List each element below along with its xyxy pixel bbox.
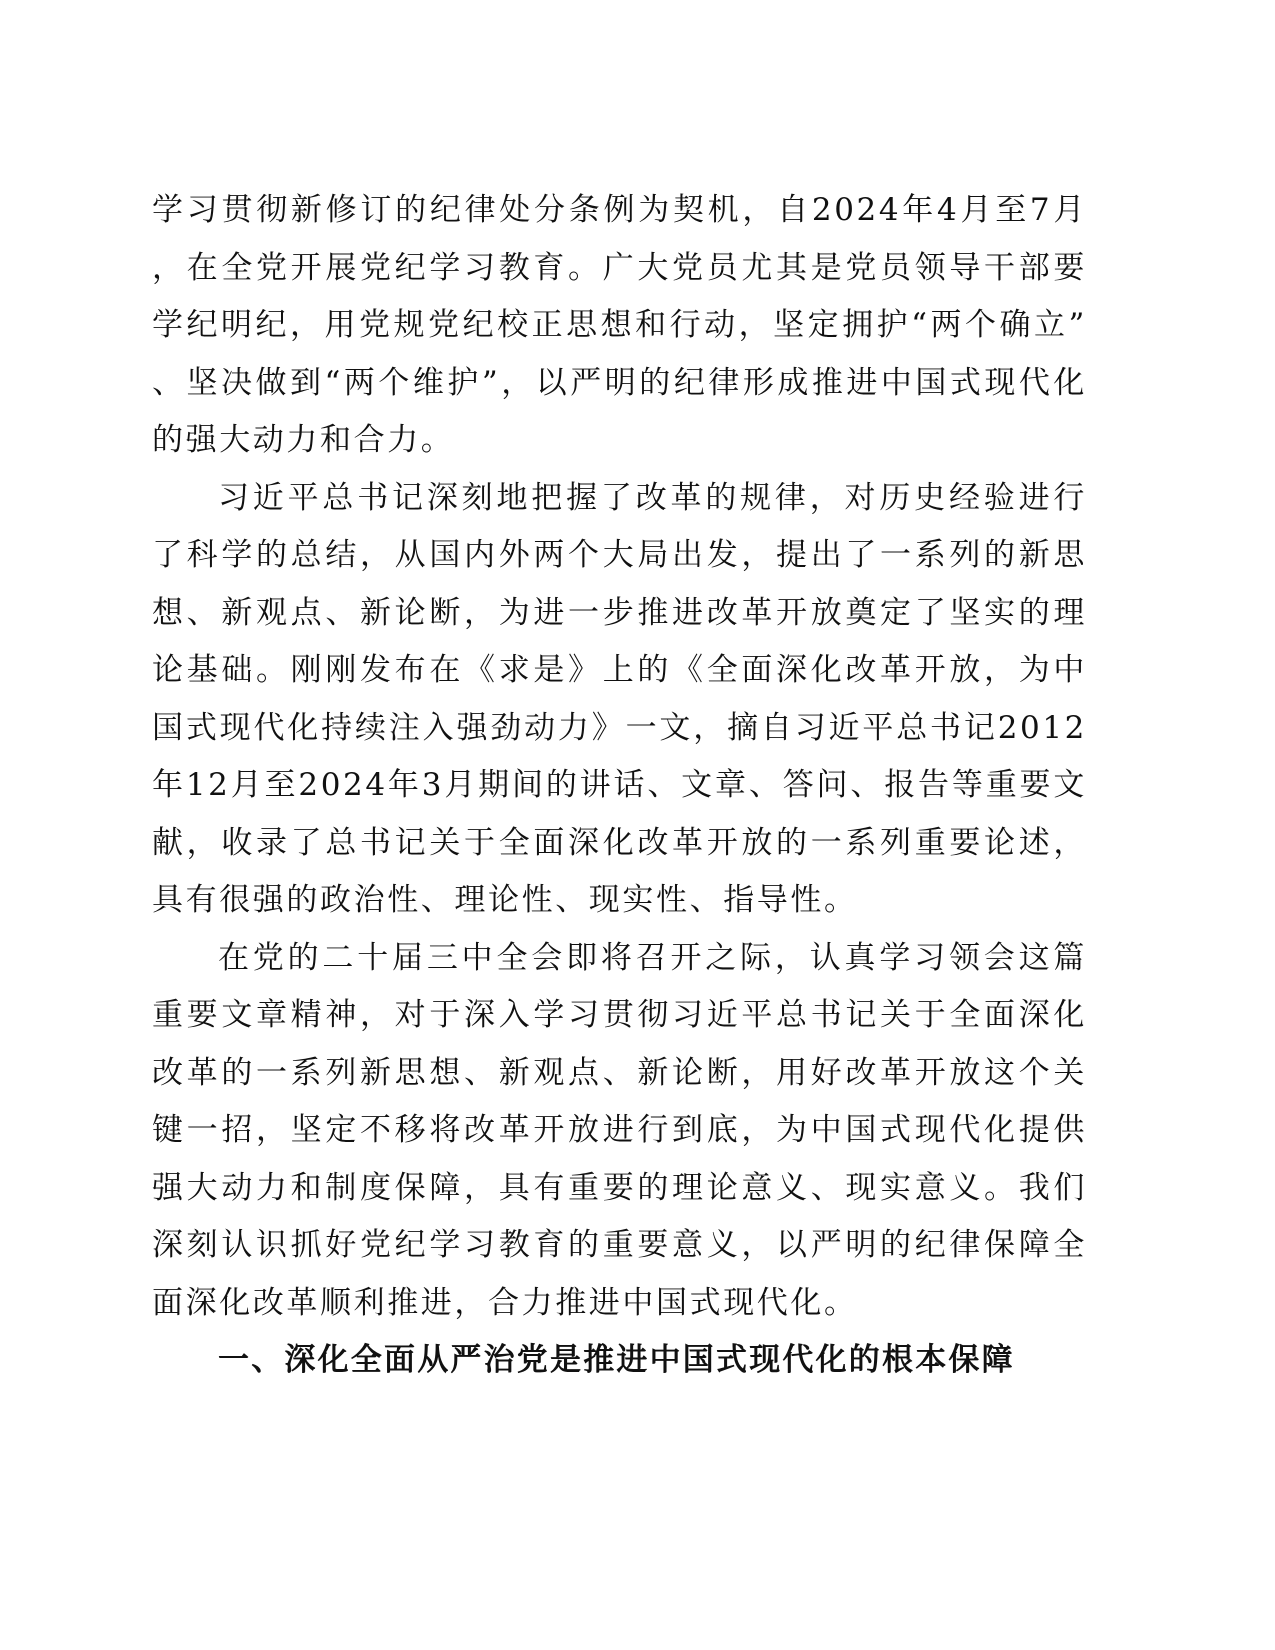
section-heading: 一、深化全面从严治党是推进中国式现代化的根本保障	[218, 1342, 1015, 1378]
paragraph-continuation: 学习贯彻新修订的纪律处分条例为契机，自2024年4月至7月，在全党开展党纪学习教育。广大党员尤其是党员领导干部要学纪明纪，用党规党纪校正思想和行动，坚定拥护“两个确立”、坚决做到“两个维护”，以严明的纪律形成推进中国式现代化的强大动力和合力。	[152, 192, 1087, 458]
document-body	[152, 182, 1087, 1390]
paragraph-reform-theory: 习近平总书记深刻地把握了改革的规律，对历史经验进行了科学的总结，从国内外两个大局出发，提出了一系列的新思想、新观点、新论断，为进一步推进改革开放奠定了坚实的理论基础。刚刚发布在《求是》上的《全面深化改革开放，为中国式现代化持续注入强劲动力》一文，摘自习近平总书记2012年12月至2024年3月期间的讲话、文章、答问、报告等重要文献，收录了总书记关于全面深化改革开放的一系列重要论述，具有很强的政治性、理论性、现实性、指导性。	[152, 479, 1087, 918]
paragraph-third-plenum: 在党的二十届三中全会即将召开之际，认真学习领会这篇重要文章精神，对于深入学习贯彻习近平总书记关于全面深化改革的一系列新思想、新观点、新论断，用好改革开放这个关键一招，坚定不移将改革开放进行到底，为中国式现代化提供强大动力和制度保障，具有重要的理论意义、现实意义。我们深刻认识抓好党纪学习教育的重要意义，以严明的纪律保障全面深化改革顺利推进，合力推进中国式现代化。	[152, 939, 1087, 1321]
